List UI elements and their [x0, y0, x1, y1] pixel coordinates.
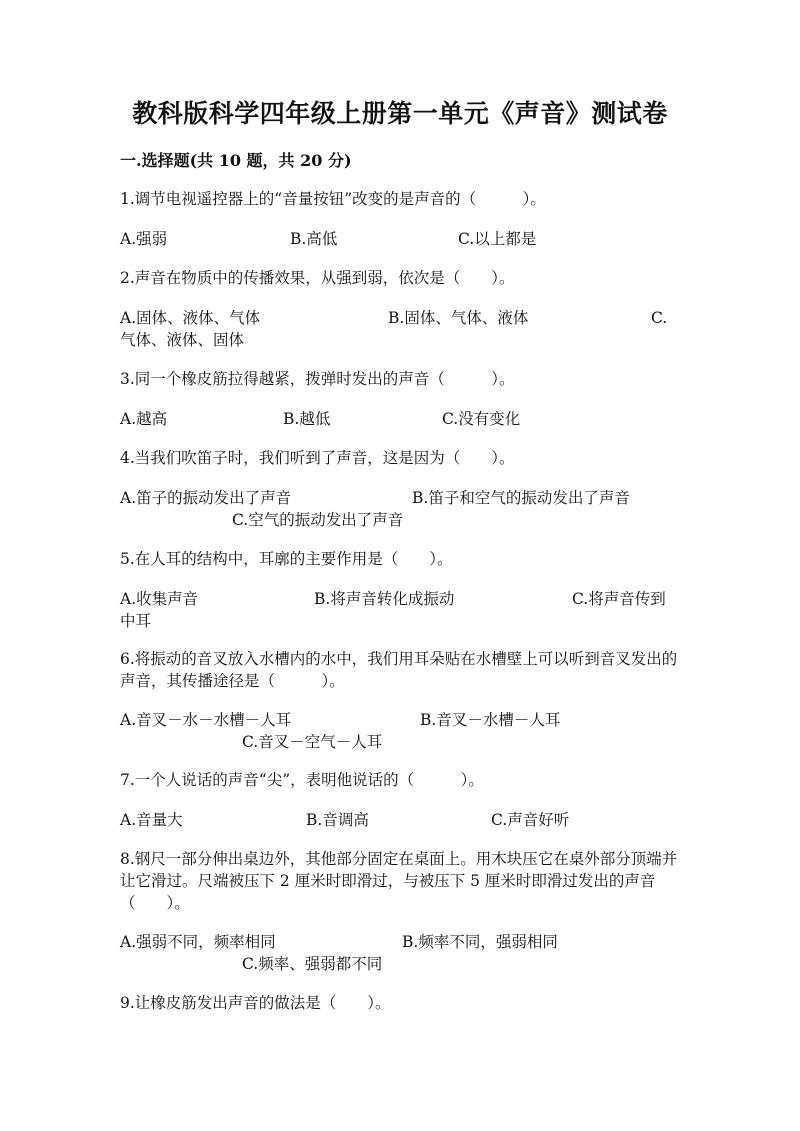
question-6: 6.将振动的音叉放入水槽内的水中，我们用耳朵贴在水槽壁上可以听到音叉发出的声音，其传播途径是（ ）。	[120, 650, 678, 690]
question-3: 3.同一个橡皮筋拉得越紧，拨弹时发出的声音（ ）。	[120, 370, 515, 388]
q7-option-b[interactable]: B.音调高	[306, 811, 369, 829]
question-1: 1.调节电视遥控器上的“音量按钮”改变的是声音的（ ）。	[120, 190, 546, 208]
question-7: 7.一个人说话的声音“尖”，表明他说话的（ ）。	[120, 771, 484, 789]
q2-option-c[interactable]: C.	[651, 309, 668, 327]
q2-option-b[interactable]: B.固体、气体、液体	[388, 309, 529, 327]
q3-option-a[interactable]: A.越高	[120, 410, 168, 428]
q1-option-c[interactable]: C.以上都是	[458, 230, 537, 248]
q6-option-c[interactable]: C.音叉－空气－人耳	[242, 733, 383, 751]
q5-option-c-cont: 中耳	[120, 612, 152, 630]
question-5: 5.在人耳的结构中，耳廓的主要作用是（ ）。	[120, 550, 453, 568]
q1-option-b[interactable]: B.高低	[290, 230, 338, 248]
q6-option-b[interactable]: B.音叉－水槽－人耳	[420, 711, 561, 729]
question-8: 8.钢尺一部分伸出桌边外，其他部分固定在桌面上。用木块压它在桌外部分顶端并让它滑过。尺端被压下 2 厘米时即滑过，与被压下 5 厘米时即滑过发出的声音（ ）。	[120, 850, 678, 912]
q8-option-b[interactable]: B.频率不同，强弱相同	[402, 933, 558, 951]
q4-option-a[interactable]: A.笛子的振动发出了声音	[120, 489, 292, 507]
q8-option-c[interactable]: C.频率、强弱都不同	[242, 955, 383, 973]
q3-option-b[interactable]: B.越低	[283, 410, 331, 428]
q2-option-c-cont: 气体、液体、固体	[120, 331, 245, 349]
section-heading: 一.选择题(共 10 题，共 20 分)	[120, 151, 352, 170]
q3-option-c[interactable]: C.没有变化	[442, 410, 521, 428]
q1-option-a[interactable]: A.强弱	[120, 230, 168, 248]
question-4: 4.当我们吹笛子时，我们听到了声音，这是因为（ ）。	[120, 449, 515, 467]
q7-option-a[interactable]: A.音量大	[120, 811, 183, 829]
q2-option-a[interactable]: A.固体、液体、气体	[120, 309, 261, 327]
q4-option-b[interactable]: B.笛子和空气的振动发出了声音	[412, 489, 630, 507]
q5-option-b[interactable]: B.将声音转化成振动	[314, 590, 455, 608]
question-2: 2.声音在物质中的传播效果，从强到弱，依次是（ ）。	[120, 269, 515, 287]
q8-option-a[interactable]: A.强弱不同，频率相同	[120, 933, 276, 951]
q6-option-a[interactable]: A.音叉－水－水槽－人耳	[120, 711, 292, 729]
exam-title: 教科版科学四年级上册第一单元《声音》测试卷	[132, 99, 668, 128]
question-9: 9.让橡皮筋发出声音的做法是（ ）。	[120, 994, 391, 1012]
q4-option-c[interactable]: C.空气的振动发出了声音	[232, 511, 404, 529]
q7-option-c[interactable]: C.声音好听	[491, 811, 570, 829]
q5-option-a[interactable]: A.收集声音	[120, 590, 199, 608]
q5-option-c[interactable]: C.将声音传到	[572, 590, 666, 608]
